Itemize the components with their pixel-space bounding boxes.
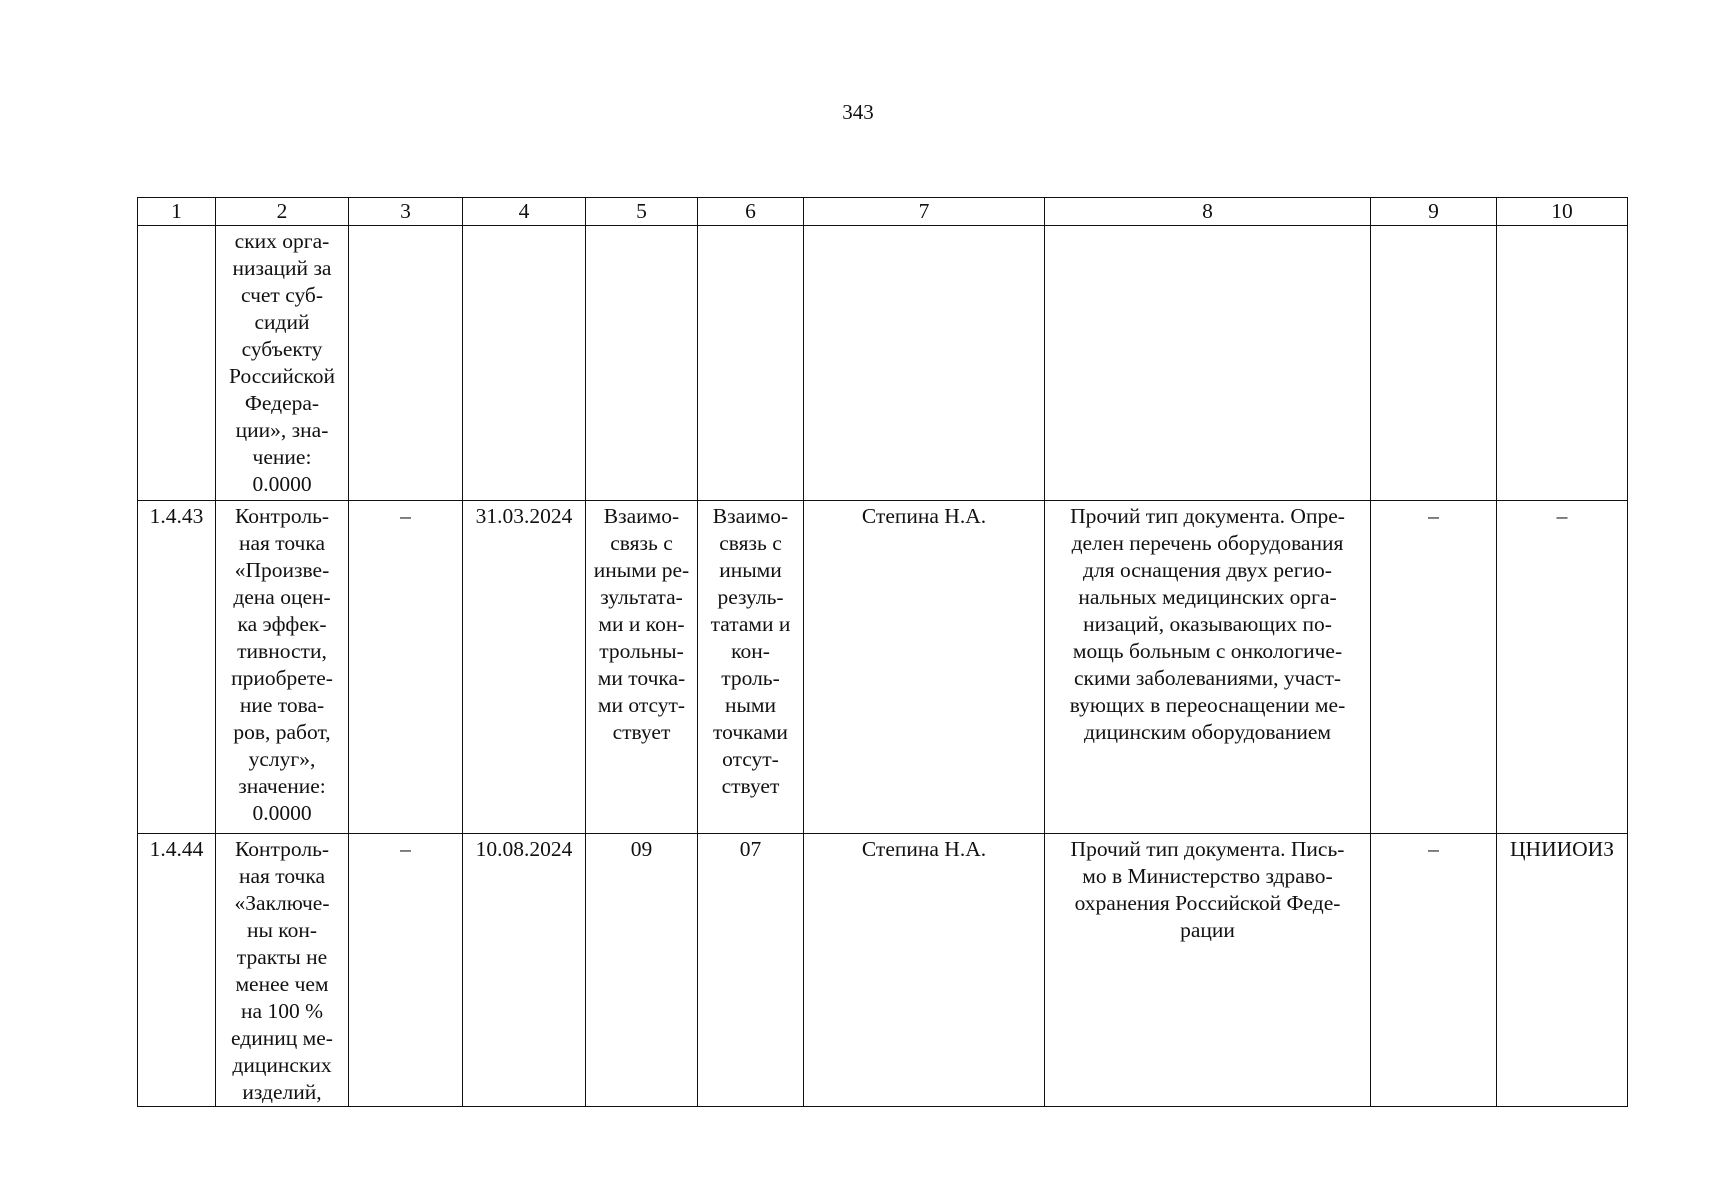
table-cell [1497,834,1628,1107]
column-header-10: 10 [1497,198,1628,226]
table-cell [216,226,349,501]
cell-text: Степина Н.А. [861,837,987,861]
table-cell [138,501,216,834]
table-cell [463,226,586,501]
cell-text: 31.03.2024 [475,504,573,528]
table-cell [1497,501,1628,834]
table-cell [138,226,216,501]
column-header-7: 7 [804,198,1045,226]
table-cell [698,226,804,501]
table-cell [804,834,1045,1107]
column-header-4: 4 [463,198,586,226]
cell-text: Степина Н.А. [861,504,987,528]
table-cell [1371,834,1497,1107]
cell-text: – [1556,504,1568,528]
table-cell [216,501,349,834]
column-header-3: 3 [349,198,463,226]
cell-text: ЦНИИОИЗ [1510,837,1614,861]
cell-text: Взаимо- связь с иными ре- зультата- ми и кон- трольны- ми точка- ми отсут- ствует [593,504,690,744]
table-cell [698,834,804,1107]
column-header-2: 2 [216,198,349,226]
table-cell [1497,226,1628,501]
cell-text: 09 [630,837,653,861]
cell-text: – [400,504,411,528]
table-cell [1371,501,1497,834]
table-row [138,834,1628,1107]
cell-text: – [1428,504,1439,528]
header-row [138,198,1628,226]
table-cell [349,226,463,501]
cell-text: Контроль- ная точка «Произве- дена оцен- ка эффек- тивности, приобрете- ние това- ров, работ, услуг», значение: 0.0000 [231,504,333,825]
cell-text: Контроль- ная точка «Заключе- ны кон- тракты не менее чем на 100 % единиц ме- дицинских изделий, [231,837,333,1104]
table-cell [586,226,698,501]
cell-text: Прочий тип документа. Пись- мо в Министерство здраво- охранения Российской Феде- рации [1070,837,1345,942]
column-header-6: 6 [698,198,804,226]
cell-text: 10.08.2024 [475,837,573,861]
table-cell [1045,834,1371,1107]
table-row [138,501,1628,834]
cell-text: 07 [739,837,762,861]
table-cell [804,226,1045,501]
table-cell [349,834,463,1107]
table-cell [586,834,698,1107]
table-cell [463,834,586,1107]
data-table [137,197,1628,1107]
table-cell [1045,226,1371,501]
table-cell [586,501,698,834]
table-cell [1045,501,1371,834]
table-cell [463,501,586,834]
column-header-9: 9 [1371,198,1497,226]
cell-text: – [400,837,411,861]
table-row [138,226,1628,501]
table-cell [216,834,349,1107]
cell-text: – [1428,837,1439,861]
table-cell [138,834,216,1107]
cell-text: Взаимо- связь с иными резуль- татами и кон- троль- ными точками отсут- ствует [710,504,791,798]
table-cell [804,501,1045,834]
table-cell [349,501,463,834]
table-cell [1371,226,1497,501]
cell-text: Прочий тип документа. Опре- делен перечень оборудования для оснащения двух регио- нальных медицинских орга- низаций, оказывающих по- мощь больным с онкологиче- скими заболеваниями, участ- вующих в переоснащении ме- дицинским оборудованием [1069,504,1346,744]
column-header-8: 8 [1045,198,1371,226]
page-number: 343 [842,100,874,124]
column-header-1: 1 [138,198,216,226]
table-cell [698,501,804,834]
cell-text: 1.4.44 [149,837,204,861]
cell-text: 1.4.43 [149,504,204,528]
column-header-5: 5 [586,198,698,226]
cell-text: ских орга- низаций за счет суб- сидий субъекту Российской Федера- ции», зна- чение: 0.0000 [229,229,335,496]
